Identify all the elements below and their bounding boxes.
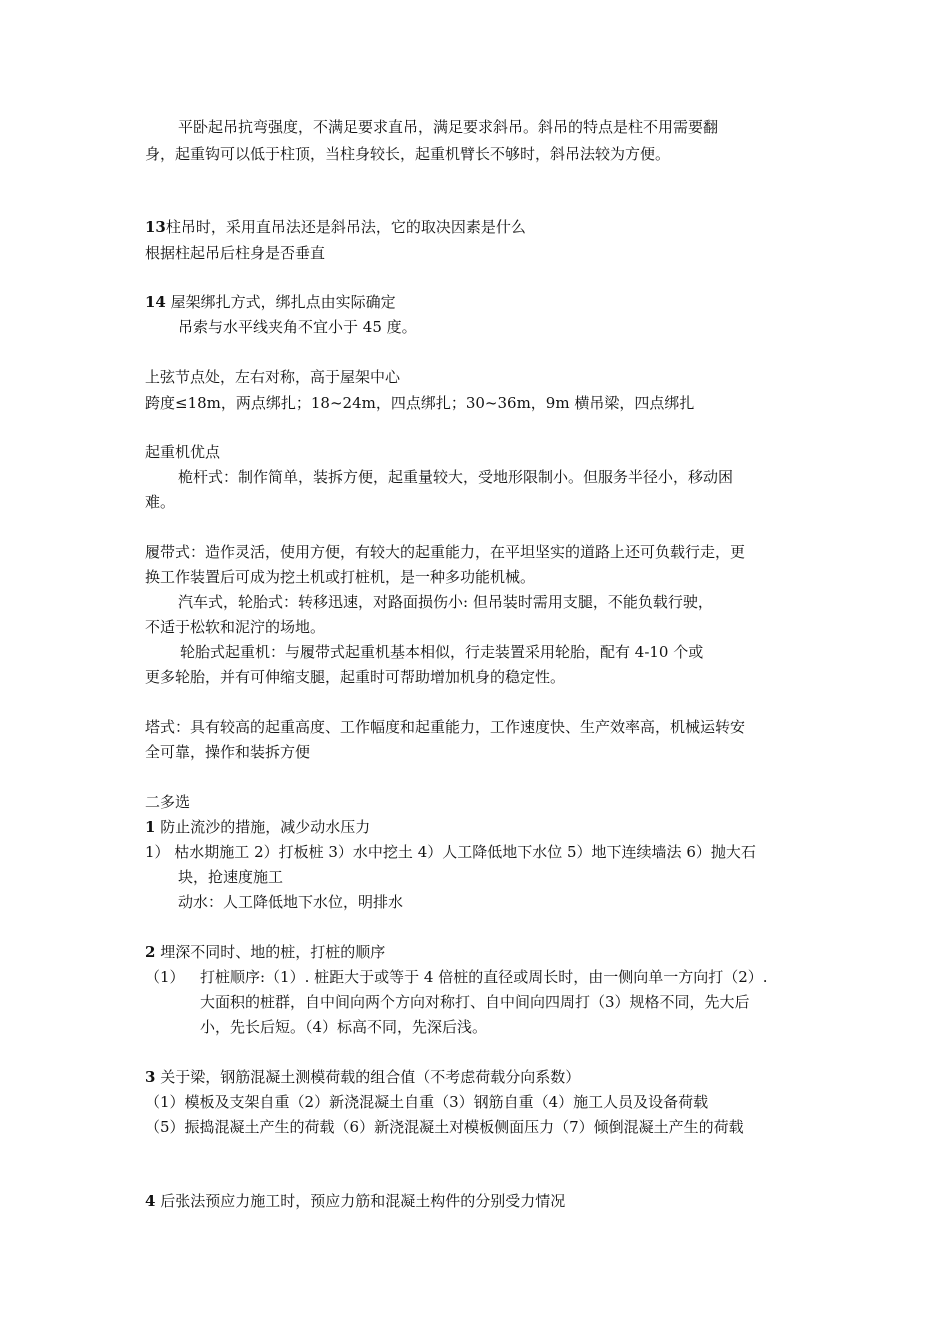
- question-number: 13: [145, 218, 166, 236]
- question-text: 后张法预应力施工时，预应力筋和混凝土构件的分别受力情况: [160, 1192, 566, 1210]
- answer-line: （5）振捣混凝土产生的荷载（6）新浇混凝土对模板侧面压力（7）倾倒混凝土产生的荷载: [145, 1118, 744, 1136]
- paragraph-line: 身，起重钩可以低于柱顶，当柱身较长，起重机臂长不够时，斜吊法较为方便。: [145, 145, 671, 163]
- paragraph-line: 全可靠，操作和装拆方便: [145, 743, 311, 761]
- answer-line: 块，抢速度施工: [178, 868, 284, 886]
- question-m4: [145, 1190, 565, 1212]
- paragraph-line: 塔式：具有较高的起重高度、工作幅度和起重能力，工作速度快、生产效率高，机械运转安: [145, 718, 746, 736]
- question-13: [145, 216, 526, 238]
- paragraph-line: 桅杆式：制作简单，装拆方便，起重量较大，受地形限制小。但服务半径小，移动困: [178, 468, 734, 486]
- paragraph-line: 汽车式，轮胎式：转移迅速，对路面损伤小: 但吊装时需用支腿，不能负载行驶，: [178, 593, 713, 611]
- paragraph-line: 平卧起吊抗弯强度，不满足要求直吊，满足要求斜吊。斜吊的特点是柱不用需要翻: [178, 118, 719, 136]
- question-number: 2: [145, 943, 156, 961]
- paragraph-line: 更多轮胎，并有可伸缩支腿，起重时可帮助增加机身的稳定性。: [145, 668, 566, 686]
- answer-line: 跨度≤18m，两点绑扎；18~24m，四点绑扎；30~36m，9m 横吊梁，四点绑扎: [145, 394, 695, 412]
- answer-line: 大面积的桩群，自中间向两个方向对称打、自中间向四周打（3）规格不同，先大后: [200, 993, 750, 1011]
- question-number: 4: [145, 1192, 156, 1210]
- question-text: 防止流沙的措施，减少动水压力: [160, 818, 371, 836]
- answer-line: 打桩顺序:（1）. 桩距大于或等于 4 倍桩的直径或周长时，由一侧向单一方向打（2）.: [200, 968, 768, 986]
- answer-line: 吊索与水平线夹角不宜小于 45 度。: [178, 318, 417, 336]
- answer-line: 1） 枯水期施工 2）打板桩 3）水中挖土 4）人工降低地下水位 5）地下连续墙法 6）抛大石: [145, 843, 756, 861]
- section-heading: 二多选: [145, 793, 191, 811]
- question-m1: [145, 816, 370, 838]
- paragraph-line: 不适于松软和泥泞的场地。: [145, 618, 326, 636]
- question-number: 1: [145, 818, 156, 836]
- paragraph-line: 难。: [145, 493, 176, 511]
- answer-line: 动水：人工降低地下水位，明排水: [178, 893, 404, 911]
- question-text: 屋架绑扎方式，绑扎点由实际确定: [170, 293, 396, 311]
- question-text: 关于梁，钢筋混凝土测模荷载的组合值（不考虑荷载分向系数）: [160, 1068, 581, 1086]
- answer-line: 根据柱起吊后柱身是否垂直: [145, 244, 326, 262]
- question-number: 3: [145, 1068, 156, 1086]
- paragraph-line: 换工作装置后可成为挖土机或打桩机，是一种多功能机械。: [145, 568, 536, 586]
- answer-line: 上弦节点处，左右对称，高于屋架中心: [145, 368, 401, 386]
- question-text: 柱吊时，采用直吊法还是斜吊法，它的取决因素是什么: [165, 218, 526, 236]
- section-heading: 起重机优点: [145, 443, 221, 461]
- question-m3: [145, 1066, 580, 1088]
- answer-label: （1）: [145, 968, 185, 986]
- question-text: 埋深不同时、地的桩，打桩的顺序: [160, 943, 386, 961]
- paragraph-line: 轮胎式起重机：与履带式起重机基本相似，行走装置采用轮胎，配有 4-10 个或: [180, 643, 704, 661]
- question-number: 14: [145, 293, 166, 311]
- question-14: [145, 291, 396, 313]
- answer-line: 小，先长后短。（4）标高不同，先深后浅。: [200, 1018, 488, 1036]
- question-m2: [145, 941, 385, 963]
- answer-line: （1）模板及支架自重（2）新浇混凝土自重（3）钢筋自重（4）施工人员及设备荷载: [145, 1093, 709, 1111]
- paragraph-line: 履带式：造作灵活，使用方便，有较大的起重能力，在平坦坚实的道路上还可负载行走，更: [145, 543, 746, 561]
